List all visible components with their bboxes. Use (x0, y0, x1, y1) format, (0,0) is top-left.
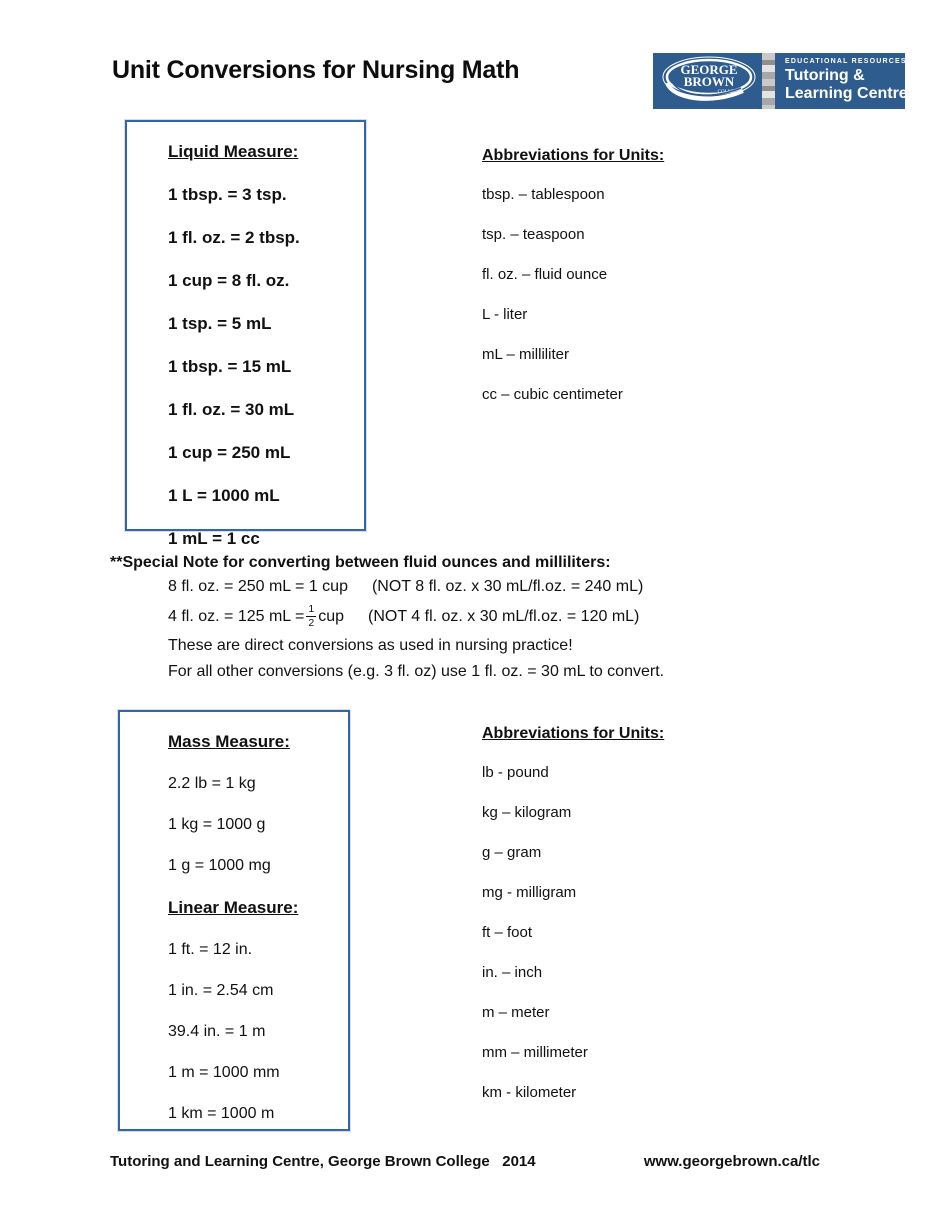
note-line-2-prefix: 4 fl. oz. = 125 mL = (168, 607, 305, 625)
page-title: Unit Conversions for Nursing Math (112, 56, 520, 84)
liquid-measure-box (125, 120, 366, 548)
note-line-1-equation: 8 fl. oz. = 250 mL = 1 cup (168, 578, 348, 595)
george-brown-crest-icon (653, 53, 761, 109)
fraction-one-half: $\frac{1}{2}$ (308, 603, 315, 630)
abbreviation-item: tbsp. – tablespoon (482, 186, 605, 203)
conversion-item: 1 fl. oz. = 2 tbsp. (168, 228, 300, 247)
special-note-section (110, 554, 850, 689)
note-line-1 (110, 578, 850, 596)
abbreviation-item: mg - milligram (482, 884, 577, 901)
abbreviation-item: lb - pound (482, 764, 549, 781)
conversion-item: 1 ft. = 12 in. (168, 941, 253, 958)
special-note-heading: **Special Note for converting between fluid ounces and milliliters: (110, 554, 611, 571)
note-line-2 (110, 604, 850, 629)
abbreviation-item: fl. oz. – fluid ounce (482, 266, 608, 283)
abbreviation-item: mm – millimeter (482, 1044, 588, 1061)
conversion-item: 1 cup = 250 mL (168, 443, 291, 462)
abbreviation-item: ft – foot (482, 924, 533, 941)
linear-measure-heading: Linear Measure: (168, 898, 299, 917)
note-line-2-suffix: cup (318, 607, 345, 625)
conversion-item: 1 tbsp. = 15 mL (168, 357, 292, 376)
abbreviations-top-list (482, 147, 812, 426)
abbreviation-item: g – gram (482, 844, 542, 861)
conversion-item: 1 L = 1000 mL (168, 486, 280, 505)
svg-text:BROWN: BROWN (683, 74, 735, 89)
svg-text:COLLEGE: COLLEGE (717, 90, 741, 95)
note-line-2-not: (NOT 4 fl. oz. x 30 mL/fl.oz. = 120 mL) (368, 607, 640, 625)
abbreviation-item: kg – kilogram (482, 804, 572, 821)
conversion-item: 1 fl. oz. = 30 mL (168, 400, 295, 419)
logo-dept-line1: Tutoring & (785, 67, 865, 84)
conversion-item: 39.4 in. = 1 m (168, 1023, 266, 1040)
abbreviation-item: km - kilometer (482, 1084, 577, 1101)
note-line-3: These are direct conversions as used in nursing practice! (168, 637, 573, 655)
logo-checker-strip-icon (762, 53, 775, 109)
conversion-item: 1 mL = 1 cc (168, 529, 260, 548)
note-line-1-not: (NOT 8 fl. oz. x 30 mL/fl.oz. = 240 mL) (371, 578, 644, 595)
abbreviations-bottom-list (482, 725, 812, 1124)
footer-left-text: Tutoring and Learning Centre, George Brown College 2014 (110, 1153, 536, 1170)
abbreviations-heading: Abbreviations for Units: (482, 147, 665, 164)
conversion-item: 1 tbsp. = 3 tsp. (168, 185, 287, 204)
abbreviation-item: in. – inch (482, 964, 543, 981)
abbreviation-item: L - liter (482, 306, 528, 323)
conversion-item: 1 kg = 1000 g (168, 816, 266, 833)
svg-text:GEORGE: GEORGE (680, 62, 738, 77)
abbreviation-item: tsp. – teaspoon (482, 226, 585, 243)
mass-measure-heading: Mass Measure: (168, 732, 290, 751)
conversion-item: 1 km = 1000 m (168, 1105, 275, 1122)
abbreviation-item: m – meter (482, 1004, 550, 1021)
gbc-tlc-logo (653, 53, 908, 109)
note-line-4: For all other conversions (e.g. 3 fl. oz) use 1 fl. oz. = 30 mL to convert. (168, 663, 665, 681)
abbreviations-heading: Abbreviations for Units: (482, 725, 665, 742)
conversion-item: 2.2 lb = 1 kg (168, 775, 256, 792)
conversion-item: 1 in. = 2.54 cm (168, 982, 274, 999)
conversion-item: 1 cup = 8 fl. oz. (168, 271, 290, 290)
logo-dept-small-label: EDUCATIONAL RESOURCES (785, 58, 907, 65)
conversion-item: 1 tsp. = 5 mL (168, 314, 272, 333)
mass-linear-measure-box (118, 710, 350, 1131)
liquid-measure-heading: Liquid Measure: (168, 142, 299, 161)
abbreviation-item: mL – milliliter (482, 346, 569, 363)
abbreviation-item: cc – cubic centimeter (482, 386, 623, 403)
footer-right-url: www.georgebrown.ca/tlc (643, 1153, 820, 1170)
conversion-item: 1 g = 1000 mg (168, 857, 271, 874)
logo-dept-line2: Learning Centre (785, 85, 908, 102)
conversion-item: 1 m = 1000 mm (168, 1064, 280, 1081)
logo-text-block (776, 53, 908, 109)
